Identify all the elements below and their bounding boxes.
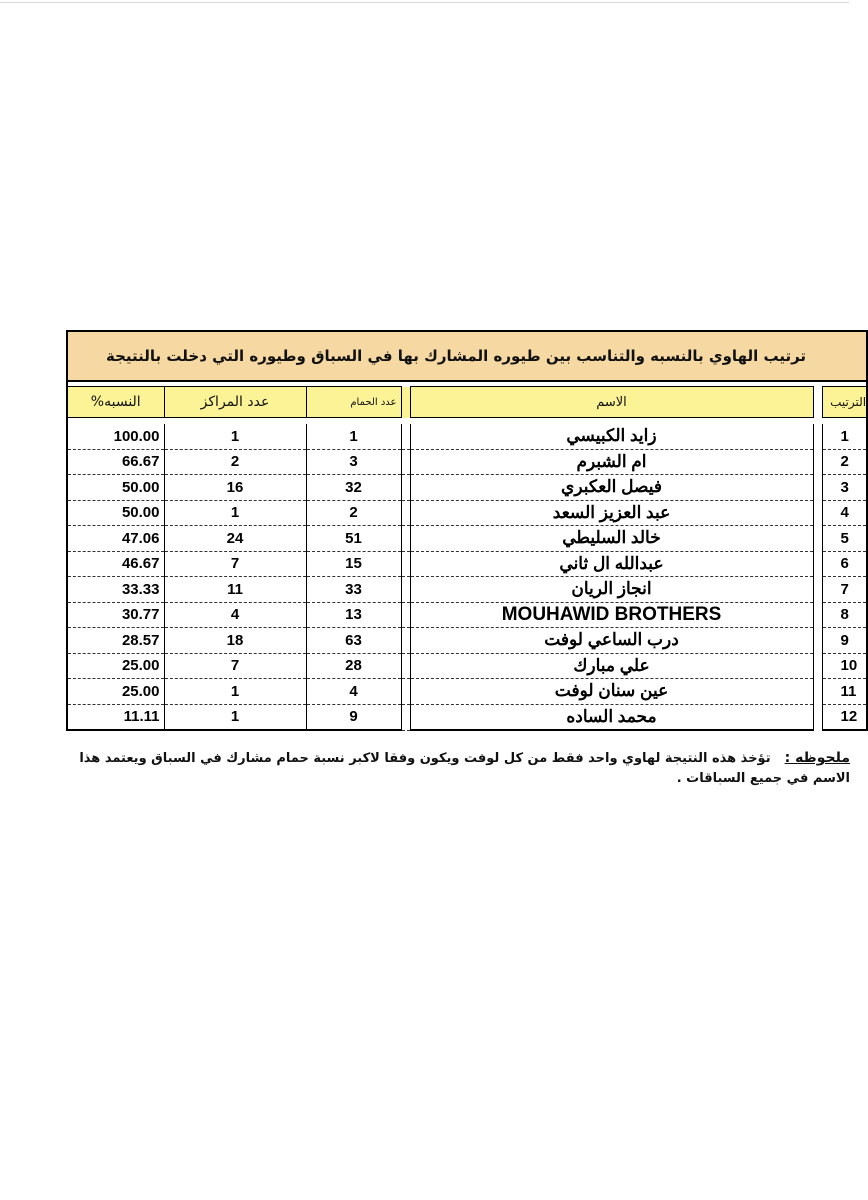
percent-cell: 66.67 bbox=[67, 449, 164, 475]
pigeons-cell: 13 bbox=[306, 602, 401, 628]
name-cell: عين سنان لوفت bbox=[410, 679, 813, 705]
note bbox=[70, 748, 850, 789]
rank-cell: 7 bbox=[822, 577, 867, 603]
percent-cell: 50.00 bbox=[67, 500, 164, 526]
centers-cell: 24 bbox=[164, 526, 306, 552]
percent-cell: 28.57 bbox=[67, 628, 164, 654]
percent-cell: 50.00 bbox=[67, 475, 164, 501]
table-row bbox=[67, 602, 867, 628]
note-label: ملحوظه : bbox=[784, 750, 850, 766]
pigeons-cell: 15 bbox=[306, 551, 401, 577]
name-cell: درب الساعي لوفت bbox=[410, 628, 813, 654]
name-cell: محمد الساده bbox=[410, 704, 813, 730]
rank-cell: 11 bbox=[822, 679, 867, 705]
header-row bbox=[67, 387, 867, 418]
name-cell: عبد العزيز السعد bbox=[410, 500, 813, 526]
rank-cell: 4 bbox=[822, 500, 867, 526]
pigeons-cell: 1 bbox=[306, 424, 401, 449]
percent-cell: 25.00 bbox=[67, 679, 164, 705]
table-row bbox=[67, 526, 867, 552]
name-cell: فيصل العكبري bbox=[410, 475, 813, 501]
centers-cell: 7 bbox=[164, 551, 306, 577]
table-row bbox=[67, 449, 867, 475]
table-title: ترتيب الهاوي بالنسبه والتناسب بين طيوره المشارك بها في السباق وطيوره التي دخلت بالنتيجة bbox=[67, 331, 867, 381]
centers-cell: 7 bbox=[164, 653, 306, 679]
table-row bbox=[67, 475, 867, 501]
name-cell: MOUHAWID BROTHERS bbox=[410, 602, 813, 628]
percent-cell: 47.06 bbox=[67, 526, 164, 552]
pigeons-cell: 51 bbox=[306, 526, 401, 552]
centers-cell: 2 bbox=[164, 449, 306, 475]
table-row bbox=[67, 424, 867, 449]
rank-cell: 2 bbox=[822, 449, 867, 475]
pigeons-cell: 33 bbox=[306, 577, 401, 603]
name-cell: خالد السليطي bbox=[410, 526, 813, 552]
table-row bbox=[67, 577, 867, 603]
rank-cell: 10 bbox=[822, 653, 867, 679]
rank-cell: 8 bbox=[822, 602, 867, 628]
header-centers: عدد المراكز bbox=[164, 387, 306, 418]
rank-cell: 6 bbox=[822, 551, 867, 577]
rank-cell: 1 bbox=[822, 424, 867, 449]
centers-cell: 16 bbox=[164, 475, 306, 501]
pigeons-cell: 28 bbox=[306, 653, 401, 679]
results-table bbox=[66, 330, 868, 731]
page-edge-line bbox=[0, 2, 849, 3]
pigeons-cell: 3 bbox=[306, 449, 401, 475]
header-percent: النسبه% bbox=[67, 387, 164, 418]
centers-cell: 1 bbox=[164, 704, 306, 730]
name-cell: زايد الكبيسي bbox=[410, 424, 813, 449]
centers-cell: 18 bbox=[164, 628, 306, 654]
centers-cell: 1 bbox=[164, 679, 306, 705]
rank-cell: 12 bbox=[822, 704, 867, 730]
percent-cell: 11.11 bbox=[67, 704, 164, 730]
centers-cell: 4 bbox=[164, 602, 306, 628]
table-row bbox=[67, 551, 867, 577]
name-cell: ام الشبرم bbox=[410, 449, 813, 475]
name-cell: علي مبارك bbox=[410, 653, 813, 679]
percent-cell: 30.77 bbox=[67, 602, 164, 628]
centers-cell: 11 bbox=[164, 577, 306, 603]
table-row bbox=[67, 500, 867, 526]
table-row bbox=[67, 653, 867, 679]
percent-cell: 25.00 bbox=[67, 653, 164, 679]
rank-cell: 9 bbox=[822, 628, 867, 654]
table-row bbox=[67, 704, 867, 730]
table-row bbox=[67, 628, 867, 654]
rank-cell: 5 bbox=[822, 526, 867, 552]
title-row bbox=[67, 331, 867, 381]
percent-cell: 46.67 bbox=[67, 551, 164, 577]
table-row bbox=[67, 679, 867, 705]
header-name: الاسم bbox=[410, 387, 813, 418]
pigeons-cell: 2 bbox=[306, 500, 401, 526]
note-text: تؤخذ هذه النتيجة لهاوي واحد فقط من كل لوفت ويكون وفقا لاكبر نسبة حمام مشارك في السباق ويعتمد هذا الاسم في جميع السباقات . bbox=[79, 751, 850, 786]
percent-cell: 33.33 bbox=[67, 577, 164, 603]
pigeons-cell: 4 bbox=[306, 679, 401, 705]
name-cell: عبدالله ال ثاني bbox=[410, 551, 813, 577]
header-pigeons: عدد الحمام bbox=[306, 387, 401, 418]
pigeons-cell: 9 bbox=[306, 704, 401, 730]
pigeons-cell: 63 bbox=[306, 628, 401, 654]
centers-cell: 1 bbox=[164, 500, 306, 526]
centers-cell: 1 bbox=[164, 424, 306, 449]
percent-cell: 100.00 bbox=[67, 424, 164, 449]
header-rank: الترتيب bbox=[822, 387, 867, 418]
pigeons-cell: 32 bbox=[306, 475, 401, 501]
rank-cell: 3 bbox=[822, 475, 867, 501]
name-cell: انجاز الريان bbox=[410, 577, 813, 603]
